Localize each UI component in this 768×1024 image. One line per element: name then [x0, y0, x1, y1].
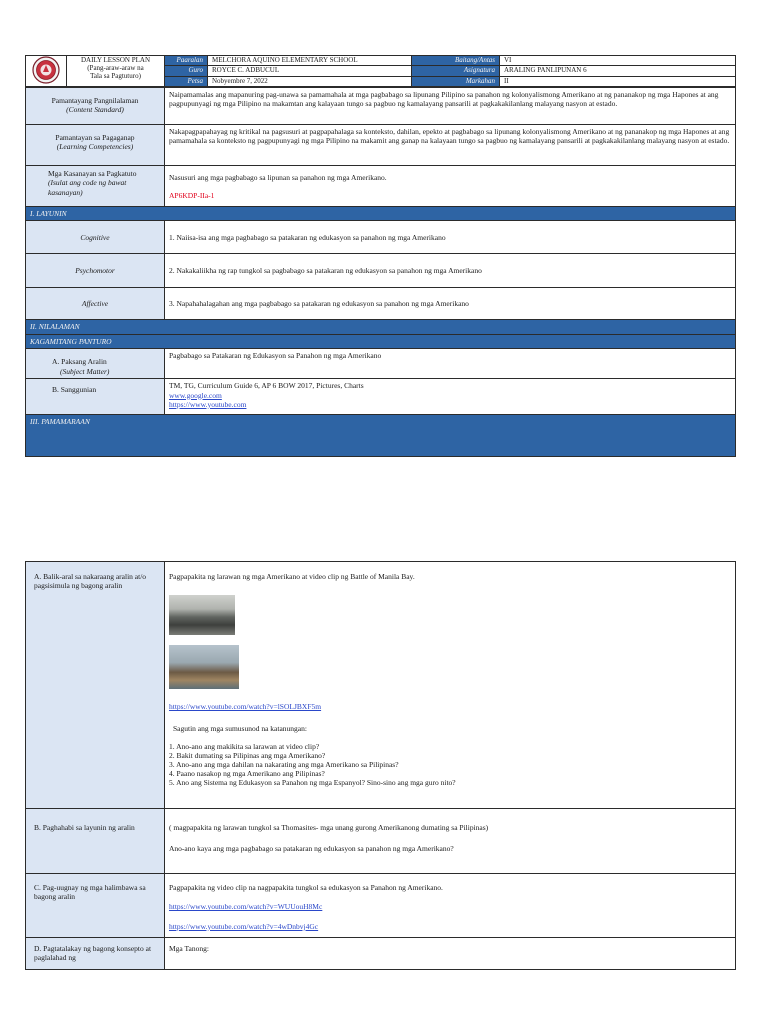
pamamaraan-heading: III. PAMAMARAAN [26, 415, 736, 457]
nilalaman-heading-row [26, 320, 736, 334]
procedure-table [25, 561, 736, 970]
kasanayan-text: Nasusuri ang mga pagbabago sa lipunan sa panahon ng mga Amerikano. [169, 173, 387, 182]
content-standard-text: Naipamamalas ang mapanuring pag-unawa sa pamamahala at mga pagbabago sa lipunang Pilipino sa panahon ng kolonyalismong Amerikano at ng pananakop ng mga Hapones at ang pagpupunyagi ng mga Pilipino na makamtan ang kalayaan tungo sa pagbuo ng kamalayang pansarili at pagkakakilanlang malayang nasyon at estado. [165, 88, 736, 125]
teacher-label: Guro [165, 66, 208, 76]
kasanayan-label: Mga Kasanayan sa Pagkatuto (Isulat ang code ng bawat kasanayan) [26, 166, 165, 207]
psychomotor-text: 2. Nakakaliikha ng rap tungkol sa pagbabago sa patakaran ng edukasyon sa panahon ng mga Amerikano [165, 254, 736, 288]
question-item: 3. Ano-ano ang mga dahilan na nakarating ang mga Amerikano sa Pilipinas? [169, 760, 399, 770]
psychomotor-label: Psychomotor [26, 254, 165, 288]
school-logo [26, 56, 67, 87]
procedure-d-text: Mga Tanong: [165, 938, 736, 970]
teacher-value: ROYCE C. ADBUCUL [208, 66, 412, 76]
soldiers-photo [169, 595, 731, 635]
grade-label: Baitang/Antas [412, 56, 500, 66]
procedure-d-label: D. Pagtatalakay ng bagong konsepto at paglalahad ng [26, 938, 165, 970]
standards-table [25, 87, 736, 457]
sanggunian-row [26, 379, 736, 415]
procedure-a-intro: Pagpapakita ng larawan ng mga Amerikano at video clip ng Battle of Manila Bay. [169, 572, 415, 581]
quarter-value: II [500, 76, 736, 86]
psychomotor-row [26, 254, 736, 288]
plan-title-line2: (Pang-araw-araw na [87, 64, 144, 72]
subject-value: ARALING PANLIPUNAN 6 [500, 66, 736, 76]
competencies-text: Nakapagpapahayag ng kritikal na pagsusuri at pagpapahalaga sa konteksto, dahilan, epekto at pagbabago sa lipunang kolonyalismong Amerikano at ng pananakop ng mga Hapones at ang pamamahala sa konteksto ng pagpupunyagi ng mga Pilipino na makamit ang ganap na kalayaan tungo sa pagbuo ng kamalayang pansarili at pagkakakilanlang malayang nasyon at estado. [165, 125, 736, 166]
paksa-label: A. Paksang Aralin (Subject Matter) [26, 349, 165, 379]
school-value: MELCHORA AQUINO ELEMENTARY SCHOOL [208, 56, 412, 66]
battle-video-link[interactable]: https://www.youtube.com/watch?v=lSOLJBXF5m [169, 702, 322, 712]
procedure-a-label: A. Balik-aral sa nakaraang aralin at/o pagsisimula ng bagong aralin [26, 562, 165, 809]
date-value: Nobyembre 7, 2022 [208, 76, 412, 86]
education-video-link-1[interactable]: https://www.youtube.com/watch?v=WUUouH8Mc [169, 902, 323, 912]
school-seal-icon [31, 56, 61, 84]
lesson-plan-top [25, 55, 735, 457]
quarter-label: Markahan [412, 76, 500, 86]
nilalaman-heading: II. NILALAMAN [26, 320, 736, 334]
date-label: Petsa [165, 76, 208, 86]
procedure-a-instruction: Sagutin ang mga sumusunod na katanungan: [173, 723, 307, 733]
content-standard-label: Pamantayang Pangnilalaman (Content Standard) [26, 88, 165, 125]
procedure-b-row [26, 809, 736, 874]
grade-value: VI [500, 56, 736, 66]
sanggunian-label: B. Sanggunian [26, 379, 165, 415]
battleship-photo [169, 645, 731, 689]
question-list [169, 742, 731, 787]
plan-title-line1: DAILY LESSON PLAN [80, 56, 151, 64]
procedure-d-row [26, 938, 736, 970]
google-link[interactable]: www.google.com [169, 390, 222, 400]
procedure-b-line2: Ano-ano kaya ang mga pagbabago sa patakaran ng edukasyon sa panahon ng mga Amerikano? [169, 844, 454, 854]
sanggunian-text: TM, TG, Curriculum Guide 6, AP 6 BOW 2017, Pictures, Charts [169, 381, 364, 391]
plan-title [67, 56, 165, 87]
procedure-c-row [26, 874, 736, 938]
affective-label: Affective [26, 288, 165, 320]
procedure-b-line1: ( magpapakita ng larawan tungkol sa Thomasites- mga unang gurong Amerikanong dumating sa Pilipinas) [169, 823, 489, 832]
pamamaraan-heading-row [26, 415, 736, 457]
affective-text: 3. Napahahalagahan ang mga pagbabago sa patakaran ng edukasyon sa panahon ng mga Amerikano [165, 288, 736, 320]
question-item: 4. Paano nasakop ng mga Amerikano ang Pilipinas? [169, 769, 325, 779]
cognitive-text: 1. Naiisa-isa ang mga pagbabago sa patakaran ng edukasyon sa panahon ng mga Amerikano [165, 221, 736, 254]
school-label: Paaralan [165, 56, 208, 66]
sanggunian-cell [165, 379, 736, 415]
procedure-c-cell [165, 874, 736, 938]
education-video-link-2[interactable]: https://www.youtube.com/watch?v=4wDnbvj4Gc [169, 921, 319, 931]
procedure-a-row [26, 562, 736, 809]
procedure-b-label: B. Paghahabi sa layunin ng aralin [26, 809, 165, 874]
procedure-a-cell [165, 562, 736, 809]
procedure-c-intro: Pagpapakita ng video clip na nagpapakita tungkol sa edukasyon sa Panahon ng Amerikano. [169, 883, 443, 892]
header-table [25, 55, 736, 87]
paksa-text: Pagbabago sa Patakaran ng Edukasyon sa Panahon ng mga Amerikano [165, 349, 736, 379]
lesson-plan-procedure [25, 561, 735, 970]
kagamitan-heading: KAGAMITANG PANTURO [26, 334, 736, 348]
affective-row [26, 288, 736, 320]
cognitive-row [26, 221, 736, 254]
question-item: 2. Bakit dumating sa Pilipinas ang mga Amerikano? [169, 751, 326, 761]
kasanayan-code: AP6KDP-IIa-1 [169, 191, 215, 201]
competencies-label: Pamantayan sa Pagaganap (Learning Competencies) [26, 125, 165, 166]
youtube-link[interactable]: https://www.youtube.com [169, 399, 247, 409]
kasanayan-row [26, 166, 736, 207]
kagamitan-heading-row [26, 334, 736, 348]
layunin-heading-row [26, 207, 736, 221]
paksa-row [26, 349, 736, 379]
plan-title-line3: Tala sa Pagtuturo) [90, 72, 141, 80]
layunin-heading: I. LAYUNIN [26, 207, 736, 221]
competencies-row [26, 125, 736, 166]
procedure-c-label: C. Pag-uugnay ng mga halimbawa sa bagong aralin [26, 874, 165, 938]
procedure-b-cell [165, 809, 736, 874]
question-item: 5. Ano ang Sistema ng Edukasyon sa Panahon ng mga Espanyol? Sino-sino ang mga guro nito? [169, 778, 456, 788]
cognitive-label: Cognitive [26, 221, 165, 254]
soldiers-image [169, 595, 235, 635]
header-row-school [26, 56, 736, 66]
question-item: 1. Ano-ano ang makikita sa larawan at video clip? [169, 742, 320, 752]
battleship-image [169, 645, 239, 689]
kasanayan-cell [165, 166, 736, 207]
content-standard-row [26, 88, 736, 125]
subject-label: Asignatura [412, 66, 500, 76]
